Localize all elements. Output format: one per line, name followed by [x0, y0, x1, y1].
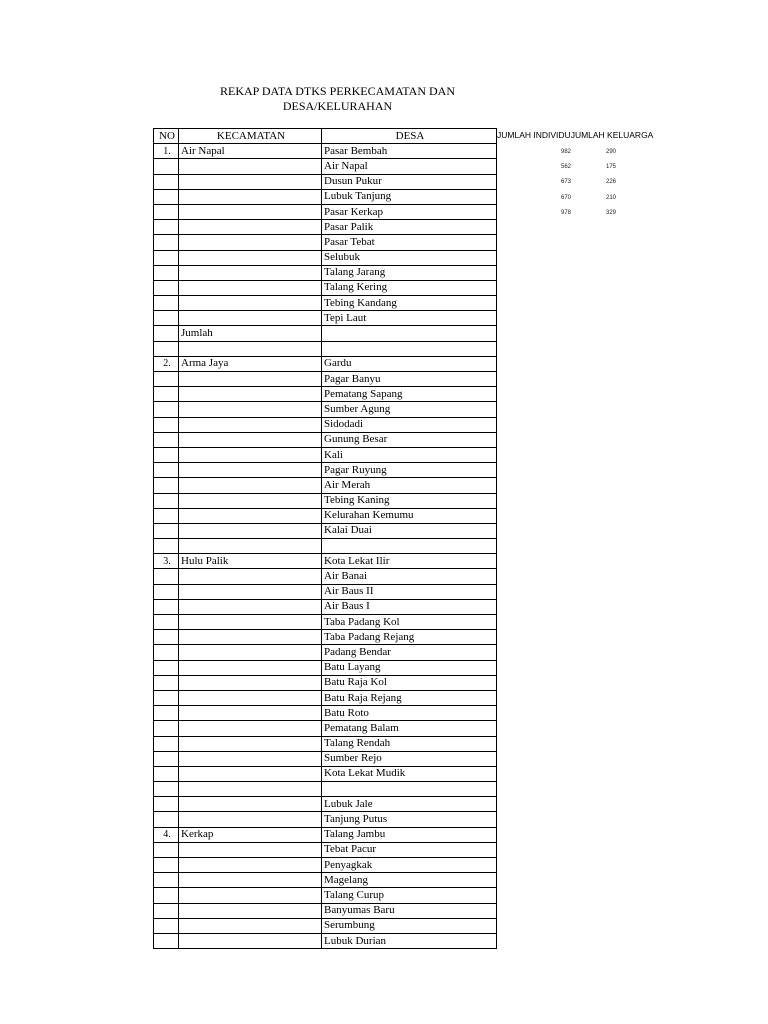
table-row	[154, 706, 497, 721]
cell-desa: Lubuk Durian	[322, 933, 497, 948]
table-row	[154, 599, 497, 614]
cell-desa: Talang Kering	[322, 280, 497, 295]
cell-desa: Lubuk Tanjung	[322, 189, 497, 204]
cell-no	[154, 873, 179, 888]
cell-kecamatan	[179, 918, 322, 933]
table-row	[154, 554, 497, 569]
cell-no	[154, 842, 179, 857]
cell-kecamatan	[179, 463, 322, 478]
table-row	[154, 584, 497, 599]
cell-no	[154, 432, 179, 447]
cell-kecamatan	[179, 569, 322, 584]
cell-no	[154, 858, 179, 873]
cell-no	[154, 235, 179, 250]
cell-desa: Kali	[322, 447, 497, 462]
cell-desa: Taba Padang Rejang	[322, 630, 497, 645]
cell-no	[154, 584, 179, 599]
cell-desa: Pagar Ruyung	[322, 463, 497, 478]
cell-kecamatan	[179, 508, 322, 523]
jumlah-individu-value: 978	[561, 209, 572, 216]
cell-no	[154, 341, 179, 356]
cell-desa: Tebing Kandang	[322, 296, 497, 311]
cell-kecamatan	[179, 873, 322, 888]
cell-desa: Air Baus I	[322, 599, 497, 614]
cell-kecamatan	[179, 159, 322, 174]
jumlah-keluarga-value: 210	[606, 194, 617, 201]
cell-kecamatan	[179, 675, 322, 690]
cell-no	[154, 463, 179, 478]
cell-desa: Dusun Pukur	[322, 174, 497, 189]
table-row	[154, 463, 497, 478]
cell-no: 2.	[154, 356, 179, 371]
table-row	[154, 447, 497, 462]
cell-no	[154, 523, 179, 538]
cell-desa: Lubuk Jale	[322, 797, 497, 812]
cell-no	[154, 569, 179, 584]
jumlah-keluarga-value: 226	[606, 179, 617, 186]
cell-kecamatan	[179, 523, 322, 538]
cell-desa	[322, 341, 497, 356]
cell-no	[154, 918, 179, 933]
table-row	[154, 812, 497, 827]
cell-kecamatan	[179, 189, 322, 204]
table-row	[154, 478, 497, 493]
cell-no	[154, 493, 179, 508]
cell-no: 3.	[154, 554, 179, 569]
cell-desa: Pasar Bembah	[322, 144, 497, 159]
cell-no	[154, 736, 179, 751]
table-row	[154, 615, 497, 630]
cell-desa: Pematang Balam	[322, 721, 497, 736]
jumlah-individu-value: 562	[561, 164, 572, 171]
cell-desa: Kelurahan Kemumu	[322, 508, 497, 523]
cell-kecamatan	[179, 933, 322, 948]
cell-kecamatan	[179, 235, 322, 250]
table-row	[154, 402, 497, 417]
header-desa: DESA	[322, 129, 497, 144]
cell-no	[154, 706, 179, 721]
cell-no	[154, 508, 179, 523]
document-title	[170, 84, 505, 114]
cell-desa: Gardu	[322, 356, 497, 371]
cell-kecamatan	[179, 766, 322, 781]
cell-kecamatan	[179, 584, 322, 599]
cell-no	[154, 599, 179, 614]
table-row	[154, 842, 497, 857]
cell-desa: Taba Padang Kol	[322, 615, 497, 630]
cell-desa: Air Banai	[322, 569, 497, 584]
cell-kecamatan	[179, 387, 322, 402]
cell-desa: Sidodadi	[322, 417, 497, 432]
cell-desa: Pagar Banyu	[322, 372, 497, 387]
table-row	[154, 204, 497, 219]
header-jumlah-individu: JUMLAH INDIVIDU	[497, 130, 571, 140]
cell-desa: Serumbung	[322, 918, 497, 933]
cell-desa: Batu Raja Kol	[322, 675, 497, 690]
cell-kecamatan	[179, 630, 322, 645]
cell-desa: Tepi Laut	[322, 311, 497, 326]
cell-kecamatan	[179, 888, 322, 903]
cell-desa: Batu Layang	[322, 660, 497, 675]
table-row	[154, 280, 497, 295]
cell-kecamatan	[179, 812, 322, 827]
table-row	[154, 858, 497, 873]
cell-desa: Sumber Agung	[322, 402, 497, 417]
table-row	[154, 174, 497, 189]
cell-no	[154, 933, 179, 948]
cell-kecamatan	[179, 372, 322, 387]
cell-no	[154, 797, 179, 812]
cell-kecamatan	[179, 690, 322, 705]
cell-kecamatan	[179, 296, 322, 311]
table-row	[154, 736, 497, 751]
cell-kecamatan: Air Napal	[179, 144, 322, 159]
header-jumlah-keluarga: JUMLAH KELUARGA	[570, 130, 654, 140]
jumlah-keluarga-value: 175	[606, 164, 617, 171]
cell-desa: Talang Jambu	[322, 827, 497, 842]
cell-desa: Pasar Kerkap	[322, 204, 497, 219]
table-row	[154, 326, 497, 341]
cell-desa: Talang Rendah	[322, 736, 497, 751]
cell-no: 4.	[154, 827, 179, 842]
cell-kecamatan	[179, 204, 322, 219]
table-row	[154, 933, 497, 948]
cell-desa: Talang Jarang	[322, 265, 497, 280]
rekap-table	[153, 128, 497, 949]
cell-kecamatan	[179, 341, 322, 356]
cell-desa: Batu Raja Rejang	[322, 690, 497, 705]
table-row	[154, 341, 497, 356]
cell-no	[154, 189, 179, 204]
cell-kecamatan	[179, 706, 322, 721]
cell-kecamatan	[179, 858, 322, 873]
cell-kecamatan	[179, 645, 322, 660]
cell-desa: Banyumas Baru	[322, 903, 497, 918]
table-body	[154, 144, 497, 949]
table-row	[154, 630, 497, 645]
cell-kecamatan	[179, 751, 322, 766]
cell-kecamatan: Hulu Palik	[179, 554, 322, 569]
table-row	[154, 508, 497, 523]
table-row	[154, 189, 497, 204]
jumlah-individu-value: 982	[561, 149, 572, 155]
cell-desa: Pasar Tebat	[322, 235, 497, 250]
cell-desa: Kota Lekat Mudik	[322, 766, 497, 781]
cell-no	[154, 326, 179, 341]
cell-kecamatan	[179, 402, 322, 417]
cell-kecamatan	[179, 599, 322, 614]
cell-kecamatan: Jumlah	[179, 326, 322, 341]
cell-kecamatan: Kerkap	[179, 827, 322, 842]
cell-no	[154, 220, 179, 235]
jumlah-keluarga-value: 290	[606, 149, 617, 155]
table-row	[154, 645, 497, 660]
cell-desa: Selubuk	[322, 250, 497, 265]
table-row	[154, 539, 497, 554]
cell-kecamatan	[179, 660, 322, 675]
cell-kecamatan	[179, 721, 322, 736]
table-row	[154, 523, 497, 538]
cell-no	[154, 387, 179, 402]
cell-desa	[322, 782, 497, 797]
cell-desa: Magelang	[322, 873, 497, 888]
cell-kecamatan	[179, 478, 322, 493]
cell-no	[154, 903, 179, 918]
jumlah-individu-value: 673	[561, 179, 572, 186]
side-headers	[497, 130, 653, 140]
cell-no	[154, 296, 179, 311]
cell-no	[154, 660, 179, 675]
table-row	[154, 888, 497, 903]
table-row	[154, 903, 497, 918]
cell-no	[154, 372, 179, 387]
cell-desa: Tanjung Putus	[322, 812, 497, 827]
cell-kecamatan	[179, 736, 322, 751]
table-row	[154, 417, 497, 432]
cell-kecamatan	[179, 797, 322, 812]
table-row	[154, 356, 497, 371]
cell-no	[154, 174, 179, 189]
cell-desa: Kota Lekat Ilir	[322, 554, 497, 569]
cell-kecamatan	[179, 174, 322, 189]
cell-no	[154, 615, 179, 630]
cell-kecamatan	[179, 903, 322, 918]
cell-desa: Pasar Palik	[322, 220, 497, 235]
cell-no	[154, 250, 179, 265]
table-row	[154, 493, 497, 508]
cell-no	[154, 675, 179, 690]
table-row	[154, 250, 497, 265]
cell-kecamatan	[179, 539, 322, 554]
table-row	[154, 766, 497, 781]
cell-no	[154, 159, 179, 174]
table-row	[154, 144, 497, 159]
cell-no	[154, 417, 179, 432]
table-row	[154, 569, 497, 584]
table-row	[154, 721, 497, 736]
cell-no	[154, 766, 179, 781]
table-header-row	[154, 129, 497, 144]
table-row	[154, 387, 497, 402]
cell-no	[154, 204, 179, 219]
cell-kecamatan	[179, 417, 322, 432]
table-row	[154, 235, 497, 250]
table-row	[154, 751, 497, 766]
cell-kecamatan	[179, 280, 322, 295]
cell-no	[154, 280, 179, 295]
table-row	[154, 873, 497, 888]
cell-desa: Batu Roto	[322, 706, 497, 721]
cell-kecamatan	[179, 782, 322, 797]
table-row	[154, 782, 497, 797]
cell-desa: Talang Curup	[322, 888, 497, 903]
cell-no: 1.	[154, 144, 179, 159]
cell-desa: Kalai Duai	[322, 523, 497, 538]
table-row	[154, 432, 497, 447]
cell-desa: Padang Bendar	[322, 645, 497, 660]
cell-no	[154, 478, 179, 493]
cell-desa: Pematang Sapang	[322, 387, 497, 402]
cell-no	[154, 265, 179, 280]
cell-no	[154, 539, 179, 554]
cell-no	[154, 888, 179, 903]
table-row	[154, 311, 497, 326]
table-row	[154, 660, 497, 675]
cell-desa	[322, 326, 497, 341]
cell-no	[154, 447, 179, 462]
cell-no	[154, 812, 179, 827]
header-no: NO	[154, 129, 179, 144]
cell-desa: Penyagkak	[322, 858, 497, 873]
cell-desa: Tebat Pacur	[322, 842, 497, 857]
cell-no	[154, 402, 179, 417]
cell-no	[154, 645, 179, 660]
cell-no	[154, 690, 179, 705]
title-line-2: DESA/KELURAHAN	[282, 99, 393, 113]
table-row	[154, 159, 497, 174]
table-row	[154, 675, 497, 690]
cell-desa: Gunung Besar	[322, 432, 497, 447]
table-row	[154, 372, 497, 387]
table-row	[154, 827, 497, 842]
cell-no	[154, 721, 179, 736]
table-row	[154, 220, 497, 235]
cell-desa: Air Baus II	[322, 584, 497, 599]
cell-no	[154, 782, 179, 797]
header-kecamatan: KECAMATAN	[179, 129, 322, 144]
cell-kecamatan	[179, 447, 322, 462]
table-row	[154, 265, 497, 280]
cell-desa	[322, 539, 497, 554]
cell-kecamatan	[179, 265, 322, 280]
cell-desa: Air Merah	[322, 478, 497, 493]
title-line-1: REKAP DATA DTKS PERKECAMATAN DAN	[220, 84, 455, 98]
cell-desa: Air Napal	[322, 159, 497, 174]
cell-kecamatan	[179, 250, 322, 265]
cell-desa: Sumber Rejo	[322, 751, 497, 766]
cell-no	[154, 751, 179, 766]
cell-kecamatan	[179, 842, 322, 857]
table-row	[154, 690, 497, 705]
table-row	[154, 918, 497, 933]
cell-desa: Tebing Kaning	[322, 493, 497, 508]
table-row	[154, 296, 497, 311]
cell-kecamatan: Arma Jaya	[179, 356, 322, 371]
cell-no	[154, 630, 179, 645]
table-row	[154, 797, 497, 812]
cell-kecamatan	[179, 493, 322, 508]
cell-kecamatan	[179, 615, 322, 630]
jumlah-keluarga-value: 329	[606, 209, 617, 216]
cell-kecamatan	[179, 311, 322, 326]
cell-no	[154, 311, 179, 326]
cell-kecamatan	[179, 220, 322, 235]
jumlah-individu-value: 670	[561, 194, 572, 201]
cell-kecamatan	[179, 432, 322, 447]
